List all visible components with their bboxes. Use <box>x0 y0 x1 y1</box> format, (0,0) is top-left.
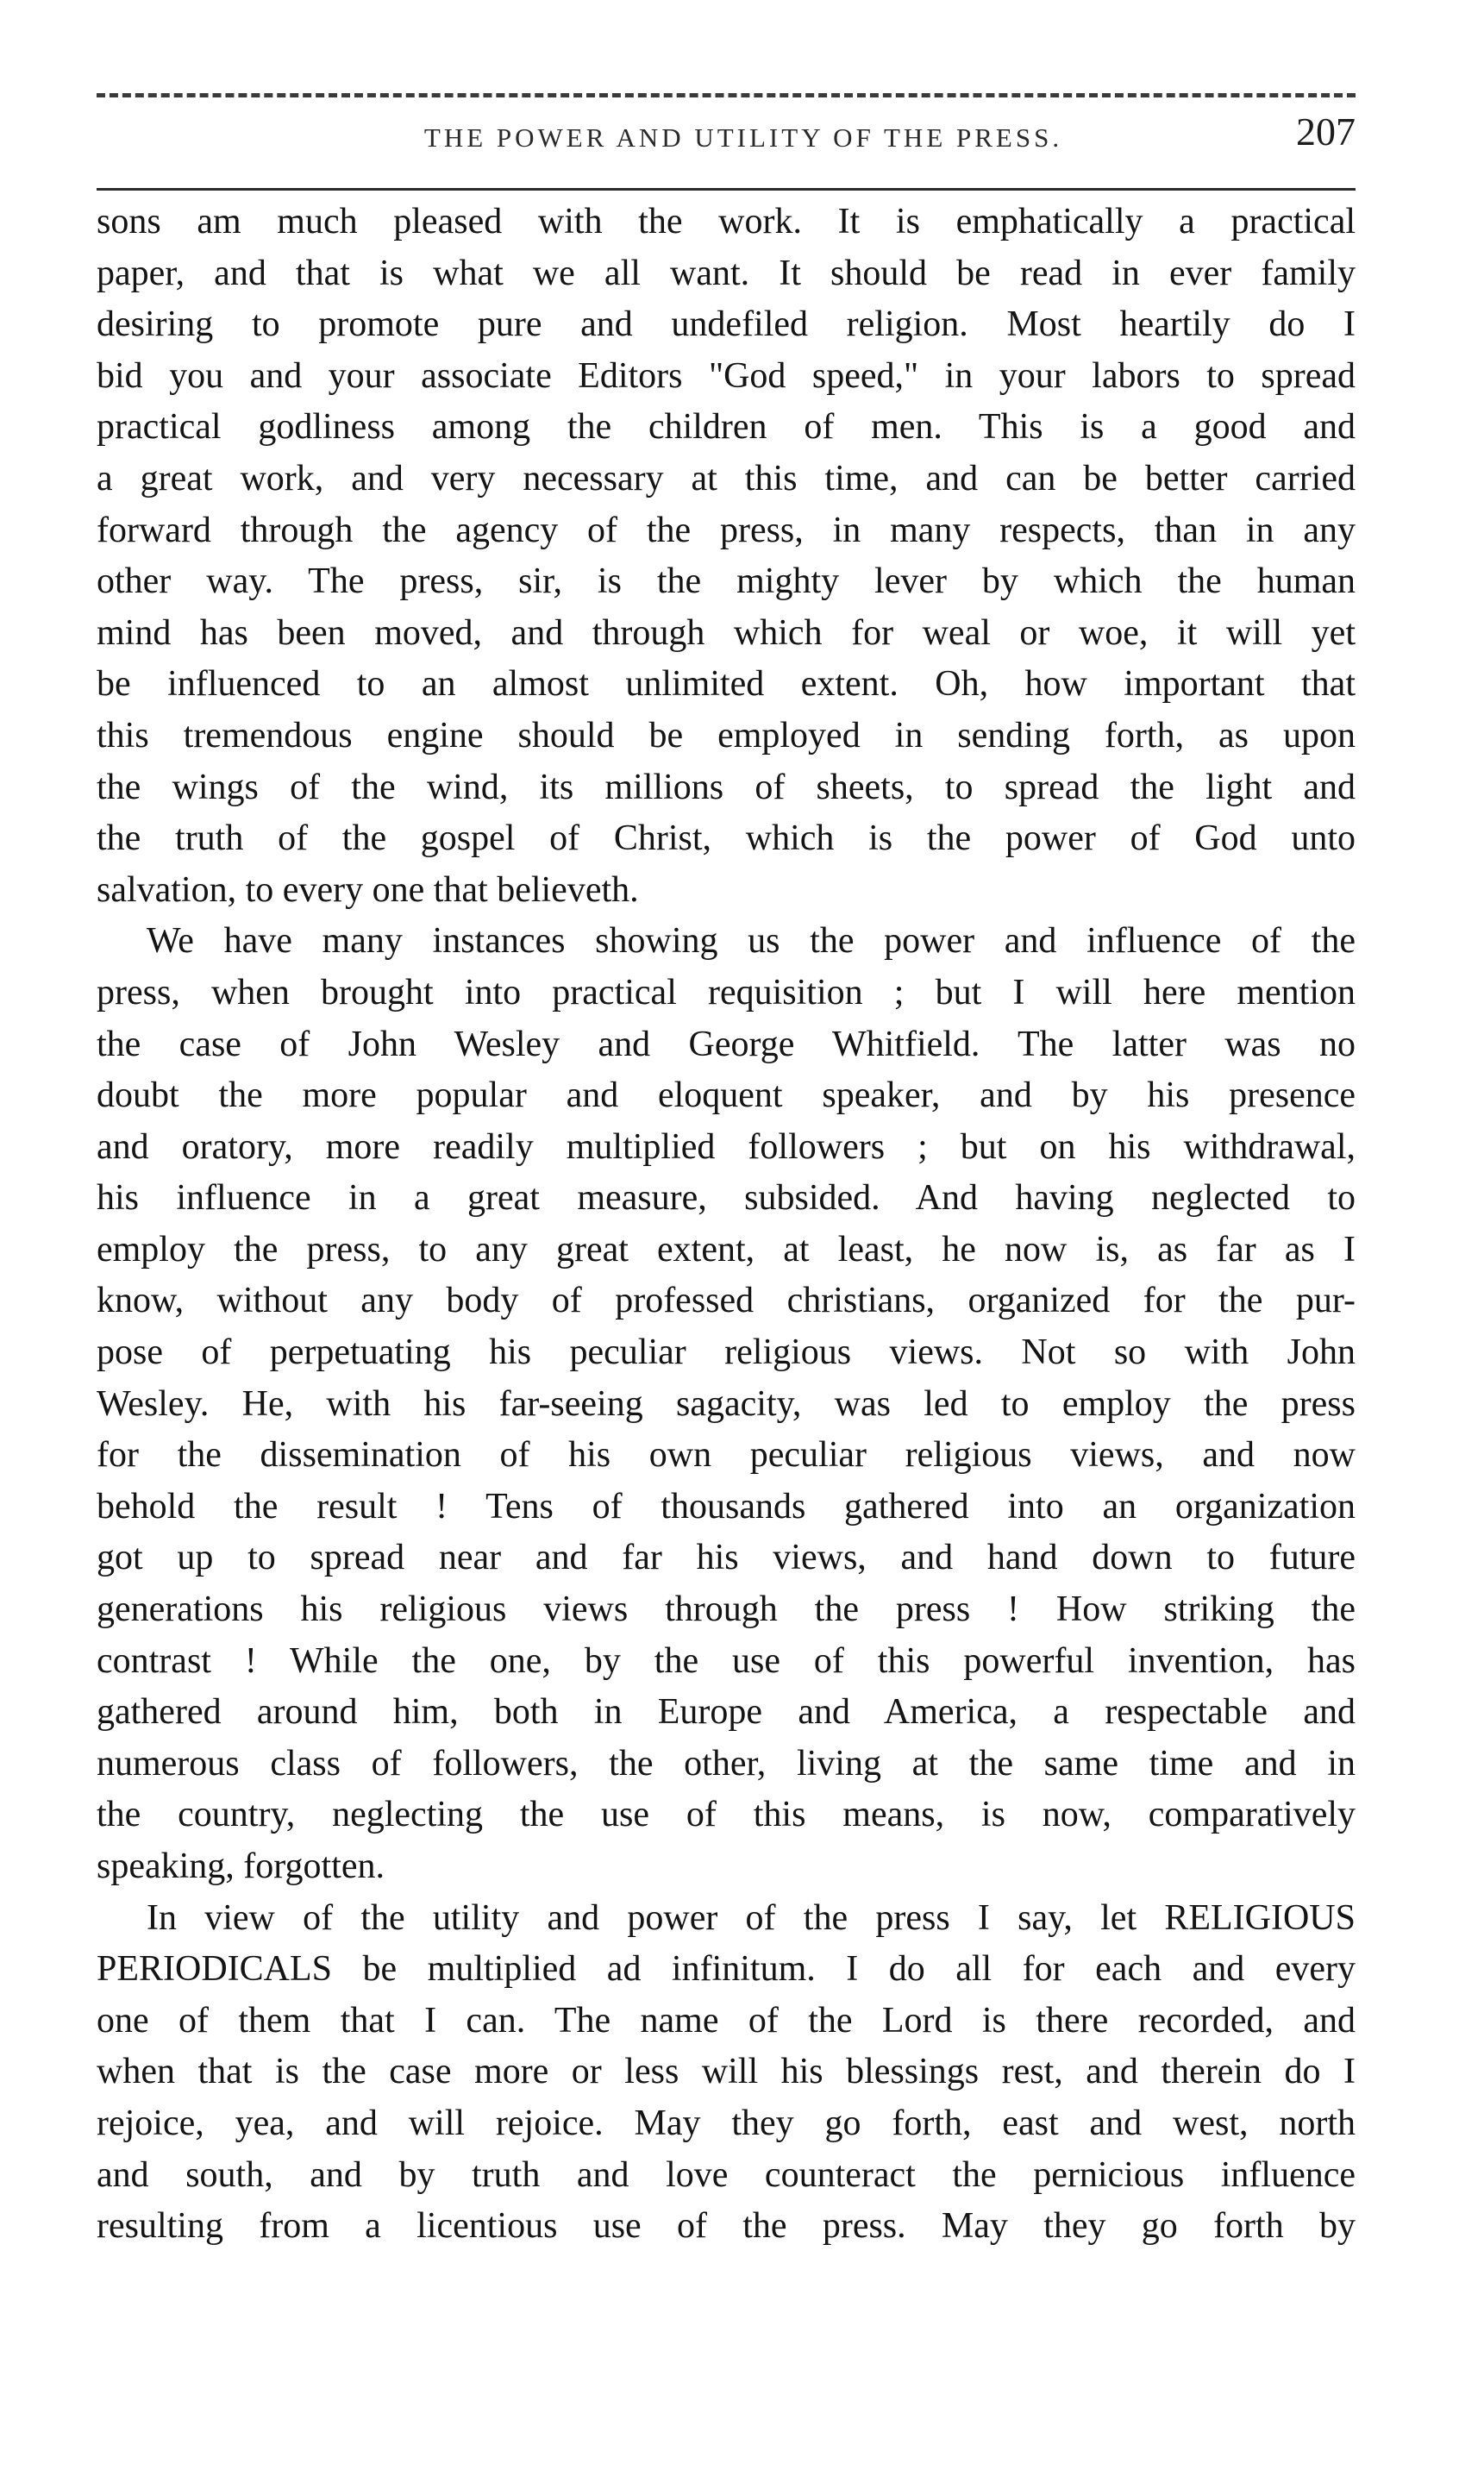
text-line: and south, and by truth and love counteract the pernicious influence <box>97 2154 1356 2195</box>
text-line: other way. The press, sir, is the mighty lever by which the human <box>97 561 1356 602</box>
text-line: numerous class of followers, the other, living at the same time and in <box>97 1743 1356 1784</box>
text-line: be influenced to an almost unlimited extent. Oh, how important that <box>97 664 1356 705</box>
text-line: rejoice, yea, and will rejoice. May they go forth, east and west, north <box>97 2103 1356 2143</box>
text-line: this tremendous engine should be employed in sending forth, as upon <box>97 715 1356 755</box>
text-line: gathered around him, both in Europe and America, a respectable and <box>97 1692 1356 1733</box>
text-line: behold the result ! Tens of thousands gathered into an organization <box>97 1486 1356 1527</box>
paragraph-end-line: salvation, to every one that believeth. <box>97 869 639 910</box>
running-head <box>97 107 1356 160</box>
text-line: one of them that I can. The name of the Lord is there recorded, and <box>97 2000 1356 2041</box>
text-line: resulting from a licentious use of the press. May they go forth by <box>97 2206 1356 2247</box>
text-line: pose of perpetuating his peculiar religious views. Not so with John <box>97 1332 1356 1373</box>
text-line: PERIODICALS be multiplied ad infinitum. I do all for each and every <box>97 1949 1356 1990</box>
text-line: know, without any body of professed christians, organized for the pur- <box>97 1281 1356 1321</box>
text-line: the wings of the wind, its millions of sheets, to spread the light and <box>97 767 1356 807</box>
text-line: the country, neglecting the use of this means, is now, comparatively <box>97 1795 1356 1835</box>
text-line: his influence in a great measure, subsided. And having neglected to <box>97 1178 1356 1219</box>
text-line: doubt the more popular and eloquent speaker, and by his presence <box>97 1075 1356 1116</box>
text-line: paper, and that is what we all want. It should be read in ever family <box>97 253 1356 293</box>
top-decorative-rule <box>97 93 1356 97</box>
text-line: and oratory, more readily multiplied followers ; but on his withdrawal, <box>97 1126 1356 1167</box>
text-line: employ the press, to any great extent, at least, he now is, as far as I <box>97 1229 1356 1270</box>
text-line: got up to spread near and far his views, and hand down to future <box>97 1538 1356 1578</box>
text-line: sons am much pleased with the work. It is emphatically a practical <box>97 202 1356 241</box>
text-line: forward through the agency of the press, in many respects, than in any <box>97 510 1356 550</box>
running-title: THE POWER AND UTILITY OF THE PRESS. <box>423 122 1063 153</box>
text-line: press, when brought into practical requisition ; but I will here mention <box>97 972 1356 1013</box>
text-line: generations his religious views through the press ! How striking the <box>97 1589 1356 1630</box>
text-line: the case of John Wesley and George Whitfield. The latter was no <box>97 1024 1356 1064</box>
header-rule <box>97 188 1356 191</box>
text-line: for the dissemination of his own peculiar religious views, and now <box>97 1435 1356 1476</box>
text-line: desiring to promote pure and undefiled religion. Most heartily do I <box>97 304 1356 345</box>
text-line: when that is the case more or less will his blessings rest, and therein do I <box>97 2052 1356 2092</box>
text-line: a great work, and very necessary at this time, and can be better carried <box>97 458 1356 498</box>
text-line: mind has been moved, and through which for weal or woe, it will yet <box>97 612 1356 653</box>
page-number: 207 <box>1296 110 1356 154</box>
text-line: Wesley. He, with his far-seeing sagacity, was led to employ the press <box>97 1383 1356 1424</box>
paragraph-start-line: In view of the utility and power of the press I say, let RELIGIOUS <box>147 1897 1356 1938</box>
text-line: bid you and your associate Editors "God speed," in your labors to spread <box>97 355 1356 396</box>
body-text <box>97 197 1356 2253</box>
paragraph-start-line: We have many instances showing us the power and influence of the <box>147 921 1356 962</box>
paragraph-end-line: speaking, forgotten. <box>97 1846 385 1886</box>
text-line: contrast ! While the one, by the use of this powerful invention, has <box>97 1640 1356 1681</box>
text-line: practical godliness among the children of men. This is a good and <box>97 407 1356 448</box>
text-line: the truth of the gospel of Christ, which is the power of God unto <box>97 818 1356 859</box>
